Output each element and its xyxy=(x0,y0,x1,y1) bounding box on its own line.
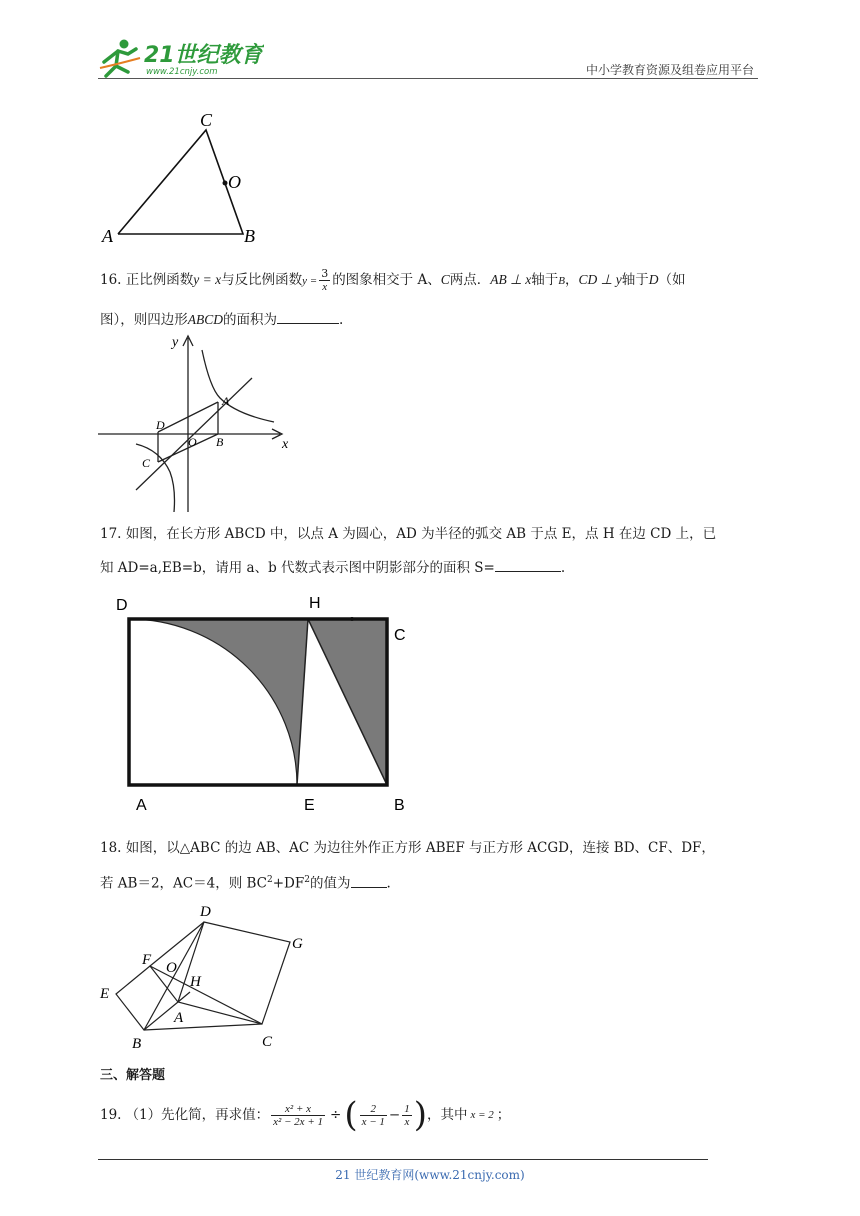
label-d: D xyxy=(200,904,211,920)
footer-site-link[interactable]: 21 世纪教育网(www.21cnjy.com) xyxy=(335,1168,525,1182)
runner-icon xyxy=(100,40,140,77)
fraction-3-over-x xyxy=(319,268,330,293)
formula-y-eq-x: y = x xyxy=(193,272,222,287)
logo-url-text: www.21cnjy.com xyxy=(146,67,218,77)
q18-text: 如图，以△ABC 的边 AB、AC 为边往外作正方形 ABEF 与正方形 ACGD，连接 BD、CF、DF， xyxy=(125,840,715,856)
q16-text: 两点． xyxy=(449,272,491,288)
label-d: D xyxy=(116,597,128,614)
label-c: C xyxy=(200,110,213,130)
q19-text: （1）先化简，再求值： xyxy=(125,1107,270,1123)
fraction-denominator: x² − 2x + 1 xyxy=(273,1115,323,1128)
label-y: y xyxy=(172,335,179,350)
q16-text: 轴于 xyxy=(621,272,649,288)
fraction-2 xyxy=(360,1103,387,1128)
label-o: O xyxy=(166,960,177,976)
answer-blank[interactable] xyxy=(495,557,561,572)
q16-text: ， xyxy=(564,272,579,288)
division-sign: ÷ xyxy=(330,1107,342,1123)
site-logo xyxy=(94,36,264,80)
superscript: 2 xyxy=(267,875,273,885)
fraction-numerator: 1 xyxy=(404,1102,410,1115)
label-c: C xyxy=(142,456,151,470)
q16-text: 的面积为 xyxy=(223,312,277,328)
question-number: 18. xyxy=(100,840,122,856)
q18-text: +DF xyxy=(272,875,305,892)
header-platform-text: 中小学教育资源及组卷应用平台 xyxy=(585,63,754,77)
label-d: D xyxy=(156,418,165,432)
label-o: O xyxy=(228,172,241,192)
q17-text: . xyxy=(560,560,566,576)
q16-text: . xyxy=(339,312,344,328)
rectangle-shaded-figure xyxy=(110,588,420,814)
q16-text: 轴于 xyxy=(531,272,559,288)
point-on-dc xyxy=(350,617,354,621)
label-c: C xyxy=(394,627,406,644)
label-g: G xyxy=(292,936,303,952)
question-18-line-1 xyxy=(100,838,715,858)
question-number: 16. xyxy=(100,272,122,288)
fraction-3 xyxy=(402,1103,412,1128)
fraction-numerator: 3 xyxy=(321,267,329,280)
header-divider xyxy=(98,78,758,79)
label-b: B xyxy=(132,1036,142,1052)
answer-blank[interactable] xyxy=(277,309,339,324)
superscript: 2 xyxy=(304,875,310,885)
formula-cd-perp-y: CD ⊥ y xyxy=(578,272,622,287)
segment-df xyxy=(150,922,204,966)
fraction-denominator: x − 1 xyxy=(361,1115,385,1128)
q19-text: ，其中 xyxy=(426,1107,468,1123)
q16-text: 正比例函数 xyxy=(125,272,194,288)
q16-text: 图），则四边形 xyxy=(100,312,188,328)
point-b-label: B xyxy=(558,275,565,287)
question-16-line-2 xyxy=(100,309,343,330)
label-f: F xyxy=(142,952,152,968)
q18-text: 的值为 xyxy=(310,875,351,892)
fraction-numerator: 2 xyxy=(360,1103,387,1116)
q16-text: 与反比例函数 xyxy=(221,272,303,288)
square-acgd xyxy=(178,922,290,1024)
minus-sign: − xyxy=(388,1107,401,1123)
formula-ab-perp-x: AB ⊥ x xyxy=(490,272,532,287)
hyperbola-branch-2 xyxy=(136,444,175,512)
fraction-denominator: x xyxy=(404,1115,410,1128)
question-19 xyxy=(100,1095,511,1135)
label-e: E xyxy=(304,797,315,814)
logo-brand-text: 21世纪教育 xyxy=(144,43,263,68)
question-number: 17. xyxy=(100,526,122,542)
fraction-numerator: x² + x xyxy=(271,1103,325,1116)
label-o: O xyxy=(188,435,197,449)
left-paren: ( xyxy=(344,1095,358,1135)
q19-text: ； xyxy=(496,1107,511,1123)
hyperbola-branch-1 xyxy=(202,350,274,422)
label-b: B xyxy=(244,226,255,246)
q16-text: （如 xyxy=(658,272,686,288)
label-a: A xyxy=(102,226,113,246)
q17-text: 如图，在长方形 ABCD 中，以点 A 为圆心，AD 为半径的弧交 AB 于点 E，点 H 在边 CD 上，已 xyxy=(125,526,717,542)
label-h: H xyxy=(309,595,321,612)
right-paren: ) xyxy=(413,1095,427,1135)
quadrilateral-abcd-label: ABCD xyxy=(187,312,223,327)
label-x: x xyxy=(282,437,289,452)
q17-text: 知 AD=a,EB=b，请用 a、b 代数式表示图中阴影部分的面积 S= xyxy=(100,560,495,576)
condition-formula: x = 2 xyxy=(470,1109,494,1121)
section-heading: 三、解答题 xyxy=(100,1068,166,1083)
squares-triangle-figure xyxy=(94,898,324,1058)
label-b: B xyxy=(216,435,224,449)
question-17-line-2 xyxy=(100,557,565,578)
fraction-1 xyxy=(271,1103,325,1128)
point-o xyxy=(223,181,228,186)
label-c: C xyxy=(262,1034,273,1050)
coordinate-graph-figure xyxy=(96,332,296,514)
formula-y-eq: y = xyxy=(302,275,318,287)
label-h: H xyxy=(190,974,201,990)
q18-text: 若 AB＝2，AC＝4，则 BC xyxy=(100,875,268,892)
question-number: 19. xyxy=(100,1107,122,1123)
question-18-line-2 xyxy=(100,870,391,894)
fraction-denominator: x xyxy=(322,281,328,293)
point-d-label: D xyxy=(648,272,659,287)
segment-bc xyxy=(144,1024,262,1030)
label-a: A xyxy=(174,1010,184,1026)
question-16-line-1 xyxy=(100,268,686,293)
label-e: E xyxy=(100,986,110,1002)
question-17-line-1 xyxy=(100,524,716,544)
q18-text: . xyxy=(386,875,391,892)
label-b: B xyxy=(394,797,405,814)
q16-text: 的图象相交于 A、 xyxy=(332,272,441,288)
answer-blank[interactable] xyxy=(351,873,387,888)
footer-divider xyxy=(98,1159,708,1160)
label-a: A xyxy=(136,797,147,814)
triangle-figure xyxy=(96,104,276,254)
point-c-label: C xyxy=(440,272,450,287)
label-a: A xyxy=(222,394,230,408)
